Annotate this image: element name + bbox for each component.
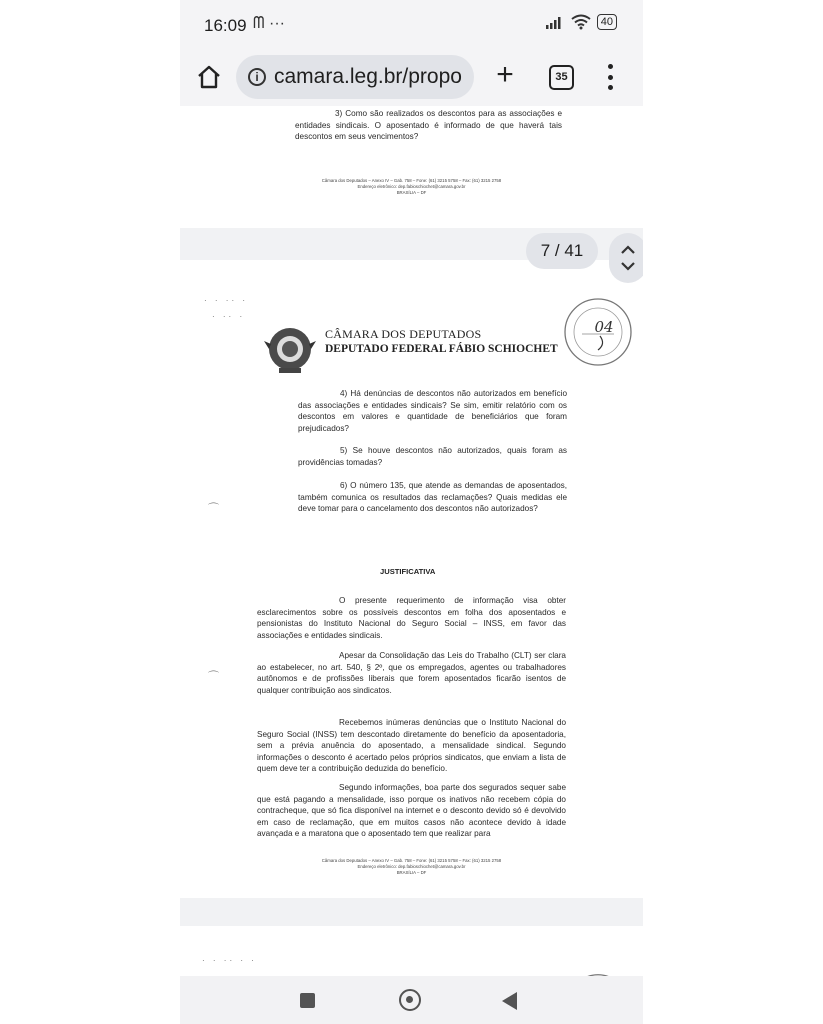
home-nav-button[interactable] xyxy=(399,989,421,1011)
phone-screen xyxy=(180,0,643,1024)
tab-switcher-button[interactable]: 35 xyxy=(549,65,574,90)
question-5: 5) Se houve descontos não autorizados, quais foram as providências tomadas? xyxy=(298,446,567,467)
home-icon[interactable] xyxy=(194,62,224,92)
header-chamber: CÂMARA DOS DEPUTADOS xyxy=(325,327,482,341)
header-deputy: DEPUTADO FEDERAL FÁBIO SCHIOCHET xyxy=(325,343,558,355)
coat-of-arms-icon xyxy=(262,323,318,375)
footer-line: BRASÍLIA – DF xyxy=(396,190,427,196)
paragraph-1: O presente requerimento de informação visa obter esclarecimentos sobre os possíveis descontos em folha dos aposentados e pensionistas do Instituto Nacional do Seguro Social – INSS, em favor das associações e entidades sindicais. xyxy=(257,596,566,640)
url-text[interactable]: camara.leg.br/propo xyxy=(274,65,462,88)
site-info-icon[interactable]: i xyxy=(248,68,266,86)
pdf-page-previous xyxy=(180,106,643,228)
paragraph-3: Recebemos inúmeras denúncias que o Instituto Nacional do Seguro Social (INSS) tem descontado diretamente do benefício da aposentadoria, sem a prévia anuência do aposentado, a mensalidade sindical. Segundo informações o desconto é acertado pelos próprios sindicatos, que enviam a lista de quem deve ter a contribuição deduzida do benefício. xyxy=(257,718,566,773)
system-nav-bar xyxy=(180,976,643,1024)
status-time: 16:09 xyxy=(204,16,247,35)
browser-toolbar xyxy=(180,52,643,106)
footer-line: Câmara dos Deputados – Anexo IV – Gab. 758 – Fone: (61) 3215 5758 – Fax: (61) 3215 2758 xyxy=(321,858,502,863)
scan-noise: · · ·· · · xyxy=(202,956,257,965)
stamp-seal-icon xyxy=(562,296,634,368)
justificativa-heading: JUSTIFICATIVA xyxy=(380,567,436,576)
paragraph-4: Segundo informações, boa parte dos segurados sequer sabe que está pagando a mensalidade, isso porque os inativos não recebem cópia do contracheque, que só fica disponível na internet e o desconto devido só é devolvido em caso de reclamação, que em muitos casos não acontece devido à idade avançada e a maratona que o aposentado tem que realizar para xyxy=(257,783,566,838)
home-dot-icon xyxy=(406,996,413,1003)
pdf-viewer[interactable] xyxy=(180,106,643,976)
question-3: 3) Como são realizados os descontos para as associações e entidades sindicais. O aposentado é informado de que haverá tais descontos em seus vencimentos? xyxy=(295,109,562,141)
footer-line: Endereço eletrônico: dep.fabioschiochet@camara.gov.br xyxy=(357,184,466,190)
wifi-icon xyxy=(571,14,591,30)
scan-noise: · · ·· · xyxy=(204,296,248,305)
new-tab-button[interactable]: + xyxy=(496,58,514,91)
scan-noise: · ·· · xyxy=(212,312,246,321)
page-footer xyxy=(280,178,543,197)
footer-line: BRASÍLIA – DF xyxy=(396,870,427,876)
question-4: 4) Há denúncias de descontos não autorizados em benefício das associações e entidades sindicais? Se sim, emitir relatório com os descontos em valores e quantidade de beneficiários que foram prejudicados? xyxy=(298,389,567,433)
battery-indicator: 40 xyxy=(597,14,617,30)
signal-icon xyxy=(545,15,565,29)
page-nav-button[interactable] xyxy=(609,233,643,283)
page-footer xyxy=(280,858,543,877)
stamp-number: 04 xyxy=(594,318,614,336)
pdf-page-current xyxy=(180,260,643,898)
footer-line: Endereço eletrônico: dep.fabioschiochet@camara.gov.br xyxy=(357,864,466,870)
status-right-icons xyxy=(545,14,617,30)
page-indicator: 7 / 41 xyxy=(526,233,598,269)
stamp-seal-icon xyxy=(566,956,630,976)
status-bar xyxy=(180,0,643,52)
recents-button[interactable] xyxy=(300,993,315,1008)
scan-mark: ⌒ xyxy=(208,671,222,683)
chevron-up-down-icon[interactable] xyxy=(609,233,643,283)
footer-line: Câmara dos Deputados – Anexo IV – Gab. 758 – Fone: (61) 3215 5758 – Fax: (61) 3215 2758 xyxy=(321,178,502,183)
question-6: 6) O número 135, que atende as demandas de aposentados, também comunica os resultados das reclamações? Quais medidas ele deve tomar para o cancelamento dos descontos não autorizados? xyxy=(298,481,567,513)
address-bar[interactable] xyxy=(236,55,474,99)
scan-mark: ⌒ xyxy=(208,503,222,515)
notification-icons: ᗰ ··· xyxy=(253,15,285,32)
back-button[interactable] xyxy=(502,992,517,1010)
more-menu-icon[interactable] xyxy=(605,64,615,90)
pdf-page-next xyxy=(180,926,643,976)
paragraph-2: Apesar da Consolidação das Leis do Trabalho (CLT) ser clara ao estabelecer, no art. 540, § 2º, que os empregados, agentes ou trabalhadores autônomos e de profissões liberais que forem aposentados ficarão isentos de qualquer contribuição aos sindicatos. xyxy=(257,651,566,695)
